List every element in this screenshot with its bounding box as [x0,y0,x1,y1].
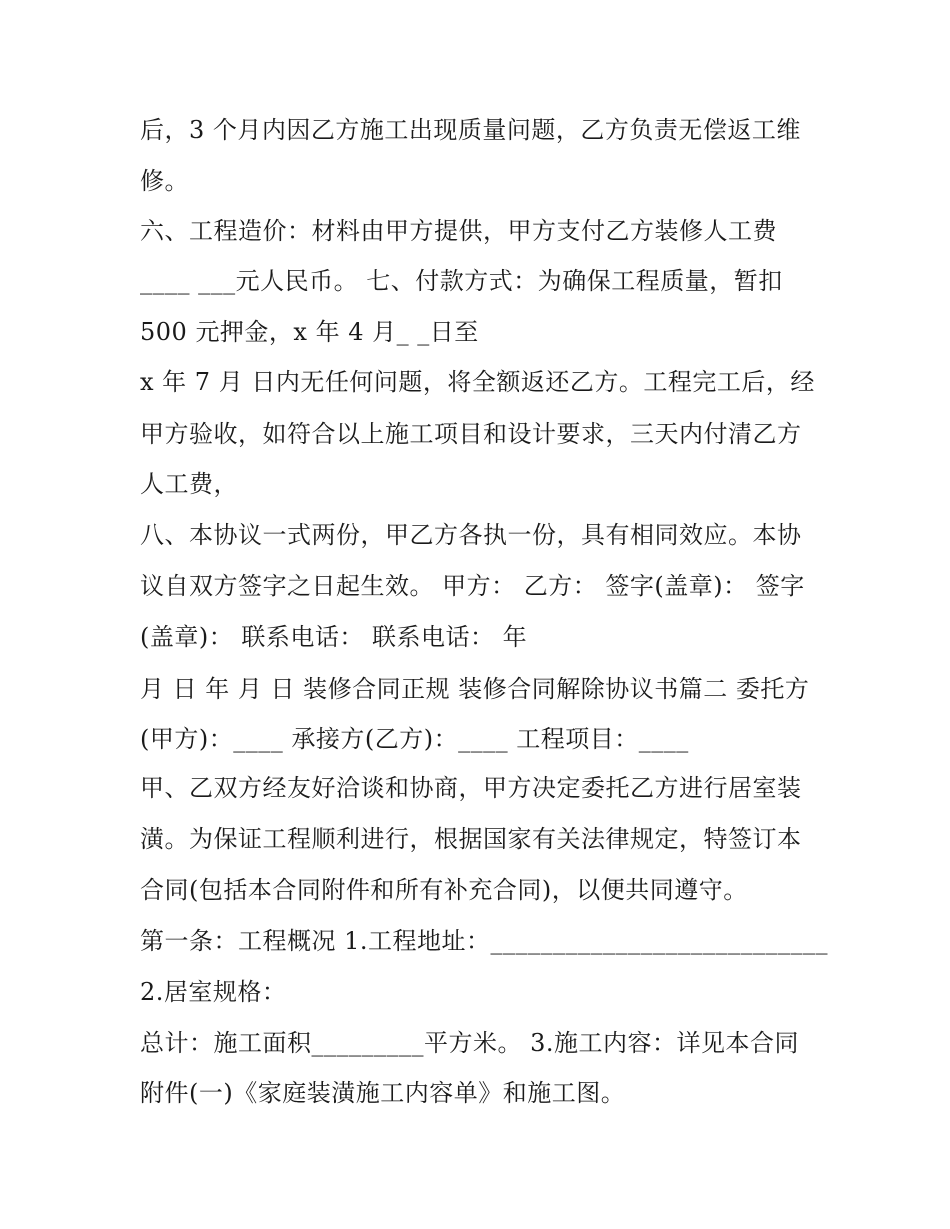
text-line: 500 元押金，x 年 4 月_ _日至 [140,318,479,346]
text-line: 人工费， [140,470,238,498]
text-line: 议自双方签字之日起生效。 甲方： 乙方： 签字(盖章)： 签字 [140,572,805,600]
text-line: 第一条：工程概况 1.工程地址：___________________________ [140,927,829,955]
text-line: 附件(一)《家庭装潢施工内容单》和施工图。 [140,1079,626,1107]
text-line: 2.居室规格： [140,978,287,1006]
text-line: 总计：施工面积_________平方米。 3.施工内容：详见本合同 [140,1029,800,1057]
text-line: 甲、乙双方经友好洽谈和协商，甲方决定委托乙方进行居室装 [140,774,802,802]
text-line: 修。 [140,167,189,195]
text-line: x 年 7 月 日内无任何问题，将全额返还乙方。工程完工后，经 [140,368,815,396]
text-line: 合同(包括本合同附件和所有补充合同)，以便共同遵守。 [140,876,748,904]
text-line: (盖章)： 联系电话： 联系电话： 年 [140,623,528,651]
text-line: 六、工程造价：材料由甲方提供，甲方支付乙方装修人工费 [140,217,777,245]
text-line: (甲方)：____ 承接方(乙方)：____ 工程项目：____ [140,725,689,753]
text-line: 八、本协议一式两份，甲乙方各执一份，具有相同效应。本协 [140,521,802,549]
text-line: 甲方验收，如符合以上施工项目和设计要求，三天内付清乙方 [140,420,802,448]
text-line: 月 日 年 月 日 装修合同正规 装修合同解除协议书篇二 委托方 [140,675,810,703]
text-line: 后，3 个月内因乙方施工出现质量问题，乙方负责无偿返工维 [140,116,801,144]
text-line: 潢。为保证工程顺利进行，根据国家有关法律规定，特签订本 [140,825,802,853]
text-line: ____ ___元人民币。 七、付款方式：为确保工程质量，暂扣 [140,267,783,295]
